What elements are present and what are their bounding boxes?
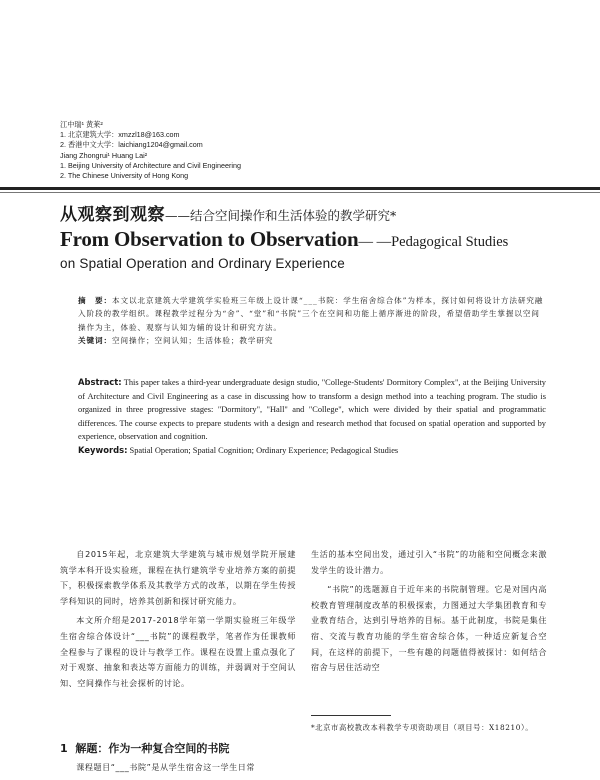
title-zh-main: 从观察到观察 bbox=[60, 205, 165, 225]
affiliation-1-en: 1. Beijing University of Architecture and Civil Engineering bbox=[60, 160, 241, 170]
keywords-en-label: Keywords: bbox=[78, 444, 128, 455]
body-right-paragraph-2: “书院”的选题源自于近年来的书院制管理。它是对国内高校教育管理制度改革的积极探索，力图通过大学集团教育和专业教育结合，达到引导培养的目标。基于此制度，书院是集住宿、交流与教育功能的学生宿舍综合体，一种适应新复合空间，在这样的前提下，一些有趣的问题值得被探讨：如何结合宿舍与居住活动空 bbox=[311, 584, 547, 673]
section-1-number: 1 bbox=[60, 742, 68, 755]
affiliation-1-zh: 1. 北京建筑大学：xmzzl18@163.com bbox=[60, 130, 180, 140]
abstract-en-text: This paper takes a third-year undergraduate design studio, "College-Students' Dormitory Complex", at the Beijing University of Architecture and Civil Engineering as a case in discussing how to transform a design method into a teaching program. The studio is organized in three progressive stages: "Dormitory", "Hall" and "College", which were divided by their spatial and programmatic differences. The course expects to prepare students with a design and research method that focused on spatial operation and supported by experience, observation and cognition. bbox=[78, 378, 546, 441]
abstract-en-label: Abstract: bbox=[78, 377, 122, 387]
keywords-zh-label: 关键词： bbox=[78, 336, 112, 346]
footnote: *北京市高校教改本科教学专项资助项目（项目号：X18210）。 bbox=[311, 723, 534, 732]
abstract-en bbox=[78, 376, 546, 444]
keywords-en bbox=[78, 444, 546, 458]
abstract-zh-text: 本文以北京建筑大学建筑学实验班三年级上设计课“___书院：学生宿舍综合体”为样本，探讨如何将设计方法研究融入阶段的教学组织。课程教学过程分为“舍”、“堂”和“书院”三个在空间和功能上循序渐进的阶段，希望借助学生掌握以空间操作为主，体验、观察与认知为辅的设计和研究方法。 bbox=[78, 296, 544, 332]
title-zh-sub: ——结合空间操作和生活体验的教学研究* bbox=[165, 208, 397, 223]
footnote-rule bbox=[311, 715, 391, 716]
author-names-zh: 江中瑞¹ 黄莱² bbox=[60, 120, 103, 129]
affiliation-2-zh: 2. 香港中文大学：laichiang1204@gmail.com bbox=[60, 140, 203, 150]
title-en-dash: — —Pedagogical Studies bbox=[358, 234, 509, 250]
title-en-line2: on Spatial Operation and Ordinary Experience bbox=[60, 256, 345, 271]
body-left-paragraph-2: 本文所介绍是2017-2018学年第一学期实验班三年级学生宿舍综合体设计“___书院”的课程教学，笔者作为任课教师全程参与了课程的设计与教学工作。课程在设置上重点强化了对于观察、抽象和表达等方面能力的训练，并弱调对于空间认知、空间操作与社会探析的讨论。 bbox=[60, 615, 296, 688]
affiliation-2-en: 2. The Chinese University of Hong Kong bbox=[60, 171, 189, 181]
title-en-main: From Observation to Observation bbox=[60, 227, 359, 251]
section-1-title: 解题：作为一种复合空间的书院 bbox=[75, 742, 230, 755]
abstract-zh bbox=[78, 294, 546, 334]
body-left-paragraph-3: 课程题目“___书院”是从学生宿舍这一学生日常 bbox=[76, 762, 256, 772]
keywords-en-text: Spatial Operation; Spatial Cognition; Ordinary Experience; Pedagogical Studies bbox=[129, 445, 399, 455]
body-left-paragraph-1: 自2015年起，北京建筑大学建筑与城市规划学院开展建筑学本科开设实验班，课程在执行建筑学专业培养方案的前提下，积极探索教学体系及其教学方式的改革，以期在学生传授学科知识的同时，培养其创新和探讨研究能力。 bbox=[60, 549, 296, 606]
keywords-zh-text: 空间操作；空间认知；生活体验；教学研究 bbox=[111, 336, 274, 346]
section-1-heading bbox=[60, 740, 296, 756]
header-rule-thin bbox=[0, 192, 600, 193]
author-names-en: Jiang Zhongrui¹ Huang Lai² bbox=[60, 150, 148, 160]
keywords-zh bbox=[78, 334, 546, 347]
abstract-zh-label: 摘 要： bbox=[78, 296, 112, 305]
body-right-paragraph-1: 生活的基本空间出发，通过引入“书院”的功能和空间概念来激发学生的设计潜力。 bbox=[311, 549, 547, 575]
header-rule bbox=[0, 187, 600, 190]
